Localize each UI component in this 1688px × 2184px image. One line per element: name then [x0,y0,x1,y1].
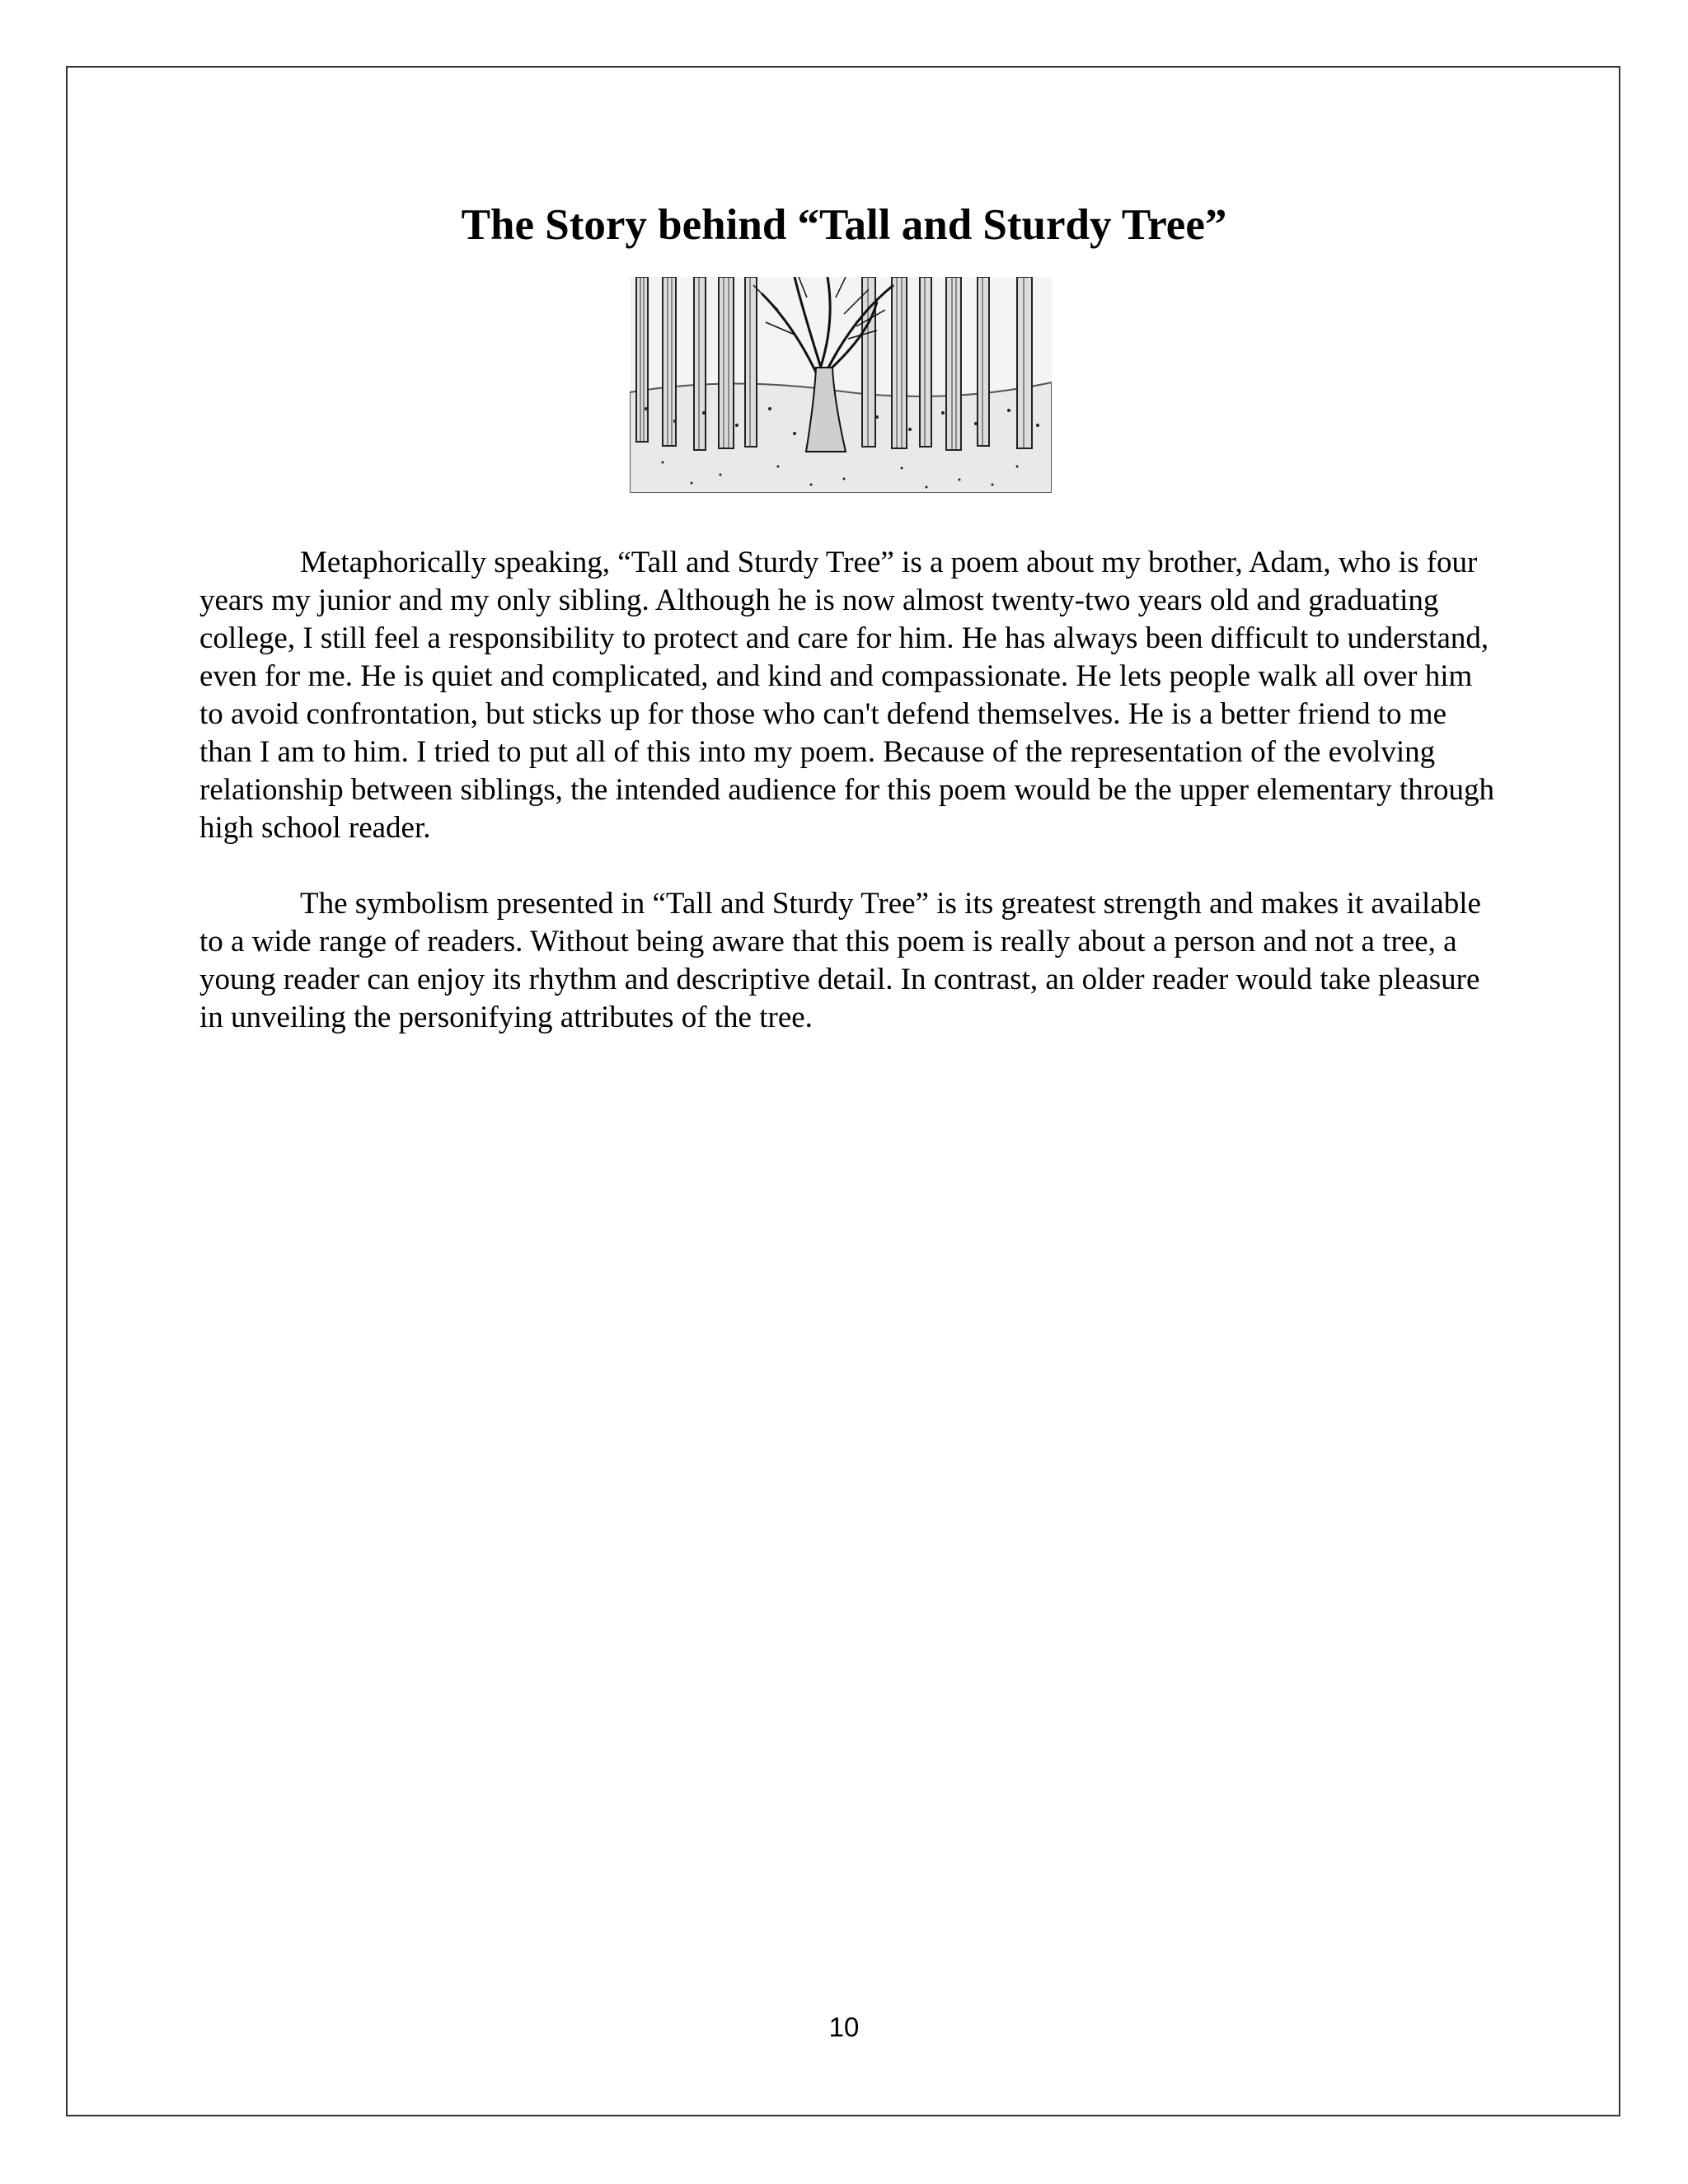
page-title: The Story behind “Tall and Sturdy Tree” [461,201,1227,249]
forest-illustration [630,277,1052,493]
page-number: 10 [828,2012,860,2042]
body-text [199,544,1502,1037]
paragraph-2: The symbolism presented in “Tall and Sturdy Tree” is its greatest strength and makes it available to a wide range of readers. Without being aware that this poem is really about a person and not a tree, a young reader can enjoy its rhythm and descriptive detail. In contrast, an older reader would take pleasure in unveiling the personifying attributes of the tree. [199,887,1481,1034]
paragraph-1: Metaphorically speaking, “Tall and Sturdy Tree” is a poem about my brother, Adam, who is four years my junior and my only sibling. Although he is now almost twenty-two years old and graduating college, I still feel a responsibility to protect and care for him. He has always been difficult to understand, even for me. He is quiet and complicated, and kind and compassionate. He lets people walk all over him to avoid confrontation, but sticks up for those who can't defend themselves. He is a better friend to me than I am to him. I tried to put all of this into my poem. Because of the representation of the evolving relationship between siblings, the intended audience for this poem would be the upper elementary through high school reader. [199,546,1495,845]
